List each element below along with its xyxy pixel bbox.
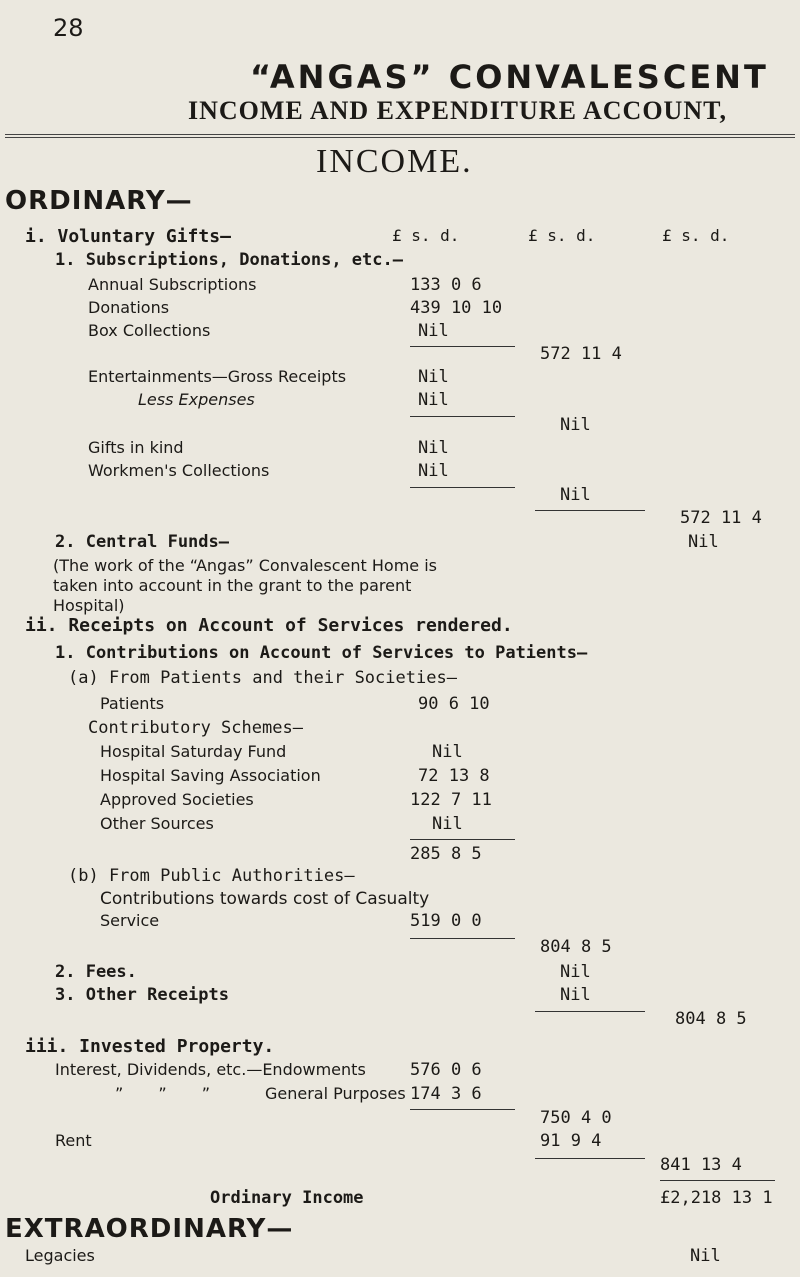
- page-number: 28: [53, 14, 84, 42]
- invested-total: 841 13 4: [660, 1155, 742, 1175]
- rule: [410, 839, 515, 840]
- rule: [410, 416, 515, 417]
- extraordinary-heading: EXTRAORDINARY—: [5, 1214, 294, 1244]
- rule: [535, 1158, 645, 1159]
- rule: [535, 1011, 645, 1012]
- rule: [410, 938, 515, 939]
- fees-label: 2. Fees.: [55, 962, 137, 982]
- workmens-collections-label: Workmen's Collections: [88, 461, 270, 480]
- voluntary-gifts-heading: i. Voluntary Gifts—: [25, 226, 231, 247]
- less-expenses-label: Less Expenses: [138, 390, 255, 409]
- workmens-net: Nil: [560, 485, 591, 505]
- central-funds-value: Nil: [688, 532, 719, 552]
- box-collections-label: Box Collections: [88, 321, 211, 340]
- other-receipts-value: Nil: [560, 985, 591, 1005]
- annual-subscriptions-label: Annual Subscriptions: [88, 275, 257, 294]
- other-receipts-label: 3. Other Receipts: [55, 985, 229, 1005]
- patients-value: 90 6 10: [418, 694, 490, 714]
- section-title: INCOME.: [316, 143, 473, 180]
- ordinary-heading: ORDINARY—: [5, 186, 193, 216]
- ditto-marks: ” ” ”: [115, 1084, 211, 1103]
- general-purposes-value: 174 3 6: [410, 1084, 482, 1104]
- box-collections-value: Nil: [418, 321, 449, 341]
- workmens-collections-value: Nil: [418, 461, 449, 481]
- subscriptions-heading: 1. Subscriptions, Donations, etc.—: [55, 250, 403, 270]
- hospital-saturday-label: Hospital Saturday Fund: [100, 742, 287, 761]
- annual-subscriptions-value: 133 0 6: [410, 275, 482, 295]
- central-funds-note: (The work of the “Angas” Convalescent Home is taken into account in the grant to the parent Hospital): [53, 556, 437, 615]
- legacies-value: Nil: [690, 1246, 721, 1266]
- title-line-2: INCOME AND EXPENDITURE ACCOUNT,: [188, 96, 728, 125]
- title-line-1: “ANGAS” CONVALESCENT: [250, 58, 769, 96]
- casualty-value: 519 0 0: [410, 911, 482, 931]
- entertainments-net: Nil: [560, 415, 591, 435]
- rule: [535, 510, 645, 511]
- gifts-in-kind-label: Gifts in kind: [88, 438, 184, 457]
- rule: [410, 346, 515, 347]
- public-authorities-heading: (b) From Public Authorities—: [68, 866, 355, 886]
- approved-societies-label: Approved Societies: [100, 790, 254, 809]
- donations-label: Donations: [88, 298, 170, 317]
- services-total: 804 8 5: [675, 1009, 747, 1029]
- rent-value: 91 9 4: [540, 1131, 602, 1151]
- contributory-heading: Contributory Schemes—: [88, 718, 303, 738]
- hospital-saturday-value: Nil: [432, 742, 463, 762]
- general-purposes-label: General Purposes: [265, 1084, 406, 1103]
- casualty-line-2: Service: [100, 911, 160, 930]
- title-rule: [5, 134, 795, 135]
- rule: [660, 1180, 775, 1181]
- entertainments-label: Entertainments—Gross Receipts: [88, 367, 347, 386]
- currency-header-1: £ s. d.: [392, 226, 460, 245]
- casualty-line-1: Contributions towards cost of Casualty: [100, 889, 430, 909]
- voluntary-total: 572 11 4: [680, 508, 762, 528]
- ordinary-income-label: Ordinary Income: [210, 1188, 364, 1208]
- services-heading: ii. Receipts on Account of Services rendered.: [25, 615, 513, 636]
- central-funds-label: 2. Central Funds—: [55, 532, 229, 552]
- services-subtotal: 804 8 5: [540, 937, 612, 957]
- legacies-label: Legacies: [25, 1246, 95, 1265]
- rule: [410, 1109, 515, 1110]
- other-sources-label: Other Sources: [100, 814, 214, 833]
- contributions-heading: 1. Contributions on Account of Services to Patients—: [55, 643, 588, 663]
- invested-heading: iii. Invested Property.: [25, 1036, 275, 1057]
- hospital-saving-label: Hospital Saving Association: [100, 766, 321, 785]
- subtotal-a: 285 8 5: [410, 844, 482, 864]
- patients-label: Patients: [100, 694, 165, 713]
- title-rule-2: [5, 137, 795, 138]
- interest-endowments-label: Interest, Dividends, etc.—Endowments: [55, 1060, 366, 1079]
- from-patients-heading: (a) From Patients and their Societies—: [68, 668, 457, 688]
- currency-header-2: £ s. d.: [528, 226, 596, 245]
- fees-value: Nil: [560, 962, 591, 982]
- ordinary-income-value: £2,218 13 1: [660, 1188, 773, 1208]
- other-sources-value: Nil: [432, 814, 463, 834]
- gifts-in-kind-value: Nil: [418, 438, 449, 458]
- less-expenses-value: Nil: [418, 390, 449, 410]
- rent-label: Rent: [55, 1131, 92, 1150]
- entertainments-value: Nil: [418, 367, 449, 387]
- hospital-saving-value: 72 13 8: [418, 766, 490, 786]
- invested-subtotal: 750 4 0: [540, 1108, 612, 1128]
- rule: [410, 487, 515, 488]
- subscriptions-subtotal: 572 11 4: [540, 344, 622, 364]
- approved-societies-value: 122 7 11: [410, 790, 492, 810]
- interest-endowments-value: 576 0 6: [410, 1060, 482, 1080]
- donations-value: 439 10 10: [410, 298, 503, 318]
- currency-header-3: £ s. d.: [662, 226, 730, 245]
